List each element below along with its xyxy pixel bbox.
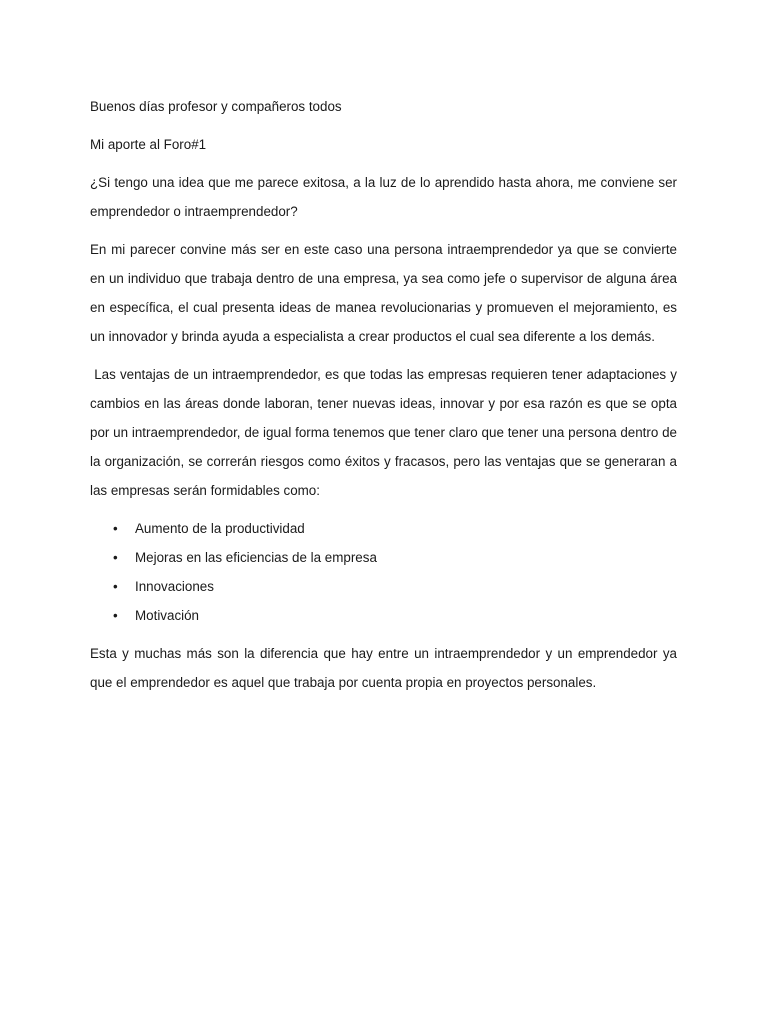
- advantages-paragraph: Las ventajas de un intraemprendedor, es que todas las empresas requieren tener adaptaciones y cambios en las áreas donde laboran, tener nuevas ideas, innovar y por esa razón es que se opta por un intraemprendedor, de igual forma tenemos que tener claro que tener una persona dentro de la organización, se correrán riesgos como éxitos y fracasos, pero las ventajas que se generaran a las empresas serán formidables como:: [90, 367, 681, 498]
- list-item-label: Aumento de la productividad: [135, 521, 305, 536]
- document-body: [90, 92, 681, 706]
- list-item: [90, 572, 677, 601]
- list-item-label: Innovaciones: [135, 579, 214, 594]
- advantages-list: [90, 514, 677, 630]
- bullet-icon: •: [113, 550, 118, 565]
- question-paragraph: ¿Si tengo una idea que me parece exitosa, a la luz de lo aprendido hasta ahora, me conviene ser emprendedor o intraemprendedor?: [90, 175, 677, 219]
- opinion-paragraph: En mi parecer convine más ser en este caso una persona intraemprendedor ya que se convierte en un individuo que trabaja dentro de una empresa, ya sea como jefe o supervisor de alguna área en específica, el cual presenta ideas de manea revolucionarias y promueven el mejoramiento, es un innovador y brinda ayuda a especialista a crear productos el cual sea diferente a los demás.: [90, 242, 677, 344]
- bullet-icon: •: [113, 521, 118, 536]
- greeting-line: Buenos días profesor y compañeros todos: [90, 99, 342, 114]
- list-item-label: Mejoras en las eficiencias de la empresa: [135, 550, 377, 565]
- list-item: [90, 601, 677, 630]
- bullet-icon: •: [113, 579, 118, 594]
- list-item-label: Motivación: [135, 608, 200, 623]
- list-item: [90, 514, 677, 543]
- conclusion-paragraph: Esta y muchas más son la diferencia que hay entre un intraemprendedor y un emprendedor ya que el emprendedor es aquel que trabaja por cuenta propia en proyectos personales.: [90, 646, 677, 690]
- bullet-icon: •: [113, 608, 118, 623]
- forum-title: Mi aporte al Foro#1: [90, 137, 207, 152]
- list-item: [90, 543, 677, 572]
